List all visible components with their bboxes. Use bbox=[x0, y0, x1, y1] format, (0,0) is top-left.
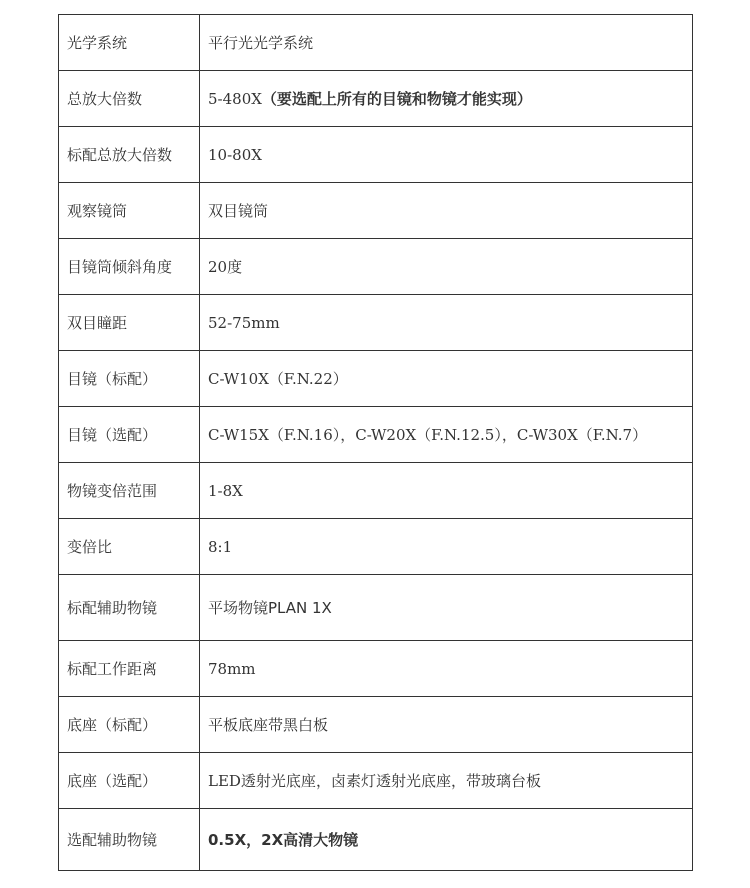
table-row bbox=[59, 407, 693, 463]
spec-value: 52-75mm bbox=[200, 295, 693, 351]
table-row bbox=[59, 575, 693, 641]
spec-label: 物镜变倍范围 bbox=[59, 463, 200, 519]
spec-value: 10-80X bbox=[200, 127, 693, 183]
spec-value: LED透射光底座，卤素灯透射光底座，带玻璃台板 bbox=[200, 753, 693, 809]
table-row bbox=[59, 71, 693, 127]
spec-value-main: 5-480X bbox=[208, 89, 262, 108]
table-row bbox=[59, 641, 693, 697]
spec-value: 8:1 bbox=[200, 519, 693, 575]
spec-label: 选配辅助物镜 bbox=[59, 809, 200, 871]
table-row bbox=[59, 351, 693, 407]
table-row bbox=[59, 183, 693, 239]
spec-label: 目镜筒倾斜角度 bbox=[59, 239, 200, 295]
spec-value bbox=[200, 71, 693, 127]
spec-label: 双目瞳距 bbox=[59, 295, 200, 351]
spec-label: 变倍比 bbox=[59, 519, 200, 575]
spec-table bbox=[58, 14, 693, 871]
table-row bbox=[59, 697, 693, 753]
spec-value: 0.5X，2X高清大物镜 bbox=[200, 809, 693, 871]
spec-value: C-W10X（F.N.22） bbox=[200, 351, 693, 407]
spec-value: 双目镜筒 bbox=[200, 183, 693, 239]
spec-value: 78mm bbox=[200, 641, 693, 697]
table-row bbox=[59, 15, 693, 71]
table-row bbox=[59, 463, 693, 519]
spec-value: 平行光光学系统 bbox=[200, 15, 693, 71]
spec-value: 1-8X bbox=[200, 463, 693, 519]
spec-value: 平板底座带黑白板 bbox=[200, 697, 693, 753]
spec-label: 目镜（标配） bbox=[59, 351, 200, 407]
table-row bbox=[59, 239, 693, 295]
table-row bbox=[59, 127, 693, 183]
spec-label: 总放大倍数 bbox=[59, 71, 200, 127]
spec-value: 20度 bbox=[200, 239, 693, 295]
spec-value-note: （要选配上所有的目镜和物镜才能实现） bbox=[261, 89, 532, 108]
spec-label: 观察镜筒 bbox=[59, 183, 200, 239]
spec-value: C-W15X（F.N.16），C-W20X（F.N.12.5），C-W30X（F.N.7） bbox=[200, 407, 693, 463]
table-row bbox=[59, 753, 693, 809]
spec-label: 标配辅助物镜 bbox=[59, 575, 200, 641]
spec-label: 标配总放大倍数 bbox=[59, 127, 200, 183]
spec-label: 底座（选配） bbox=[59, 753, 200, 809]
table-row bbox=[59, 295, 693, 351]
table-row bbox=[59, 809, 693, 871]
spec-label: 标配工作距离 bbox=[59, 641, 200, 697]
spec-label: 底座（标配） bbox=[59, 697, 200, 753]
table-row bbox=[59, 519, 693, 575]
spec-label: 光学系统 bbox=[59, 15, 200, 71]
spec-value: 平场物镜PLAN 1X bbox=[200, 575, 693, 641]
spec-label: 目镜（选配） bbox=[59, 407, 200, 463]
